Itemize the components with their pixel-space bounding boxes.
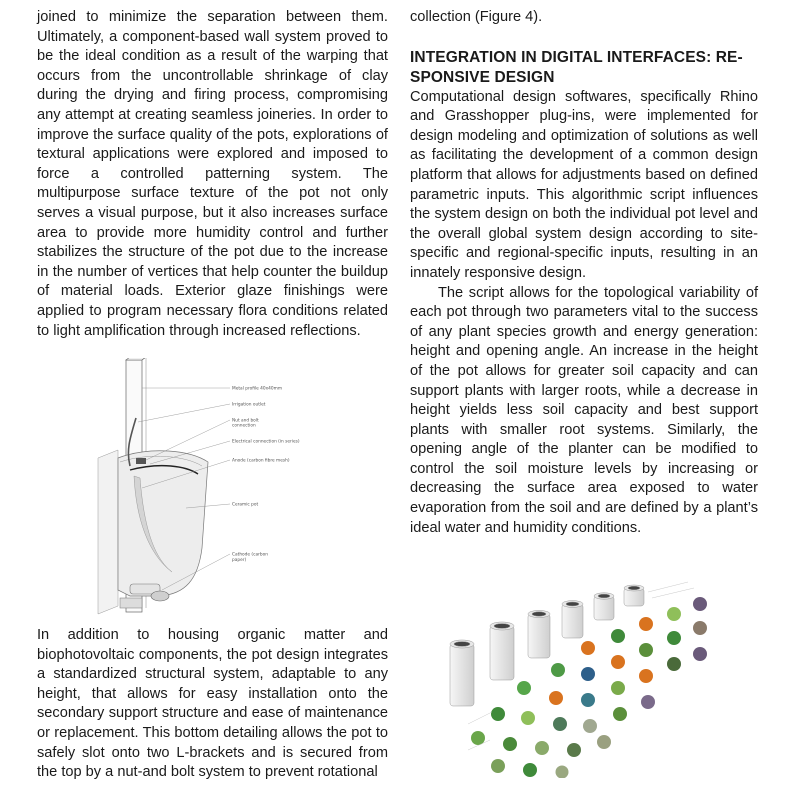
pot-assembly-detail-figure — [90, 358, 350, 616]
left-column-top — [37, 8, 388, 341]
label-cathode-2: paper) — [232, 558, 247, 563]
body-paragraph: In addition to housing organic matter and biophotovoltaic components, the pot design integrates a standardized structural system, adaptable to any height, that allows for easy installation onto the secondary support structure and ease of maintenance or replacement. This bottom detailing allows the pot to safely slot onto two L-brackets and is secured from the top by a nut-and bolt system to prevent rotational — [37, 627, 388, 781]
body-paragraph: Computational design softwares, specifically Rhino and Grasshopper plug-ins, were implemented for design modeling and optimization of solutions as well as facilitating the development of a common design platform that allows for adjustments based on defined parametric inputs. This algorithmic script influences the system design on both the individual pot level and the overall global system design according to site-specific and regional-specific inputs, resulting in an innately responsive design. — [410, 88, 758, 281]
section-heading: INTEGRATION IN DIGITAL INTERFACES: RE- SPONSIVE DESIGN — [410, 48, 743, 86]
pot-6 — [624, 585, 644, 606]
label-anode: Anode (carbon fibre mesh) — [232, 458, 290, 464]
label-ceramic-pot: Ceramic pot — [232, 502, 259, 508]
label-metal-profile: Metal profile 40x40mm — [232, 386, 283, 392]
label-electrical: Electrical connection (in series) — [232, 439, 300, 445]
left-column-bottom — [37, 626, 388, 783]
label-irrigation-outlet: Irrigation outlet — [232, 402, 266, 408]
body-paragraph: The script allows for the topological variability of each pot through two parameters vital to the success of any plant species growth and energy generation: height and opening angle. An increase in the height of the pot allows for greater soil capacity and can support plants with larger roots, while a decrease in height yields less soil capacity and best support plants with smaller root systems. Similarly, the opening angle of the planter can be modified to control the soil moisture levels by increasing or decreasing the surface area exposed to water evaporation from the soil and are defined by a plant’s ideal water and humidity conditions. — [410, 284, 758, 536]
pot-2 — [490, 622, 514, 680]
label-nut-bolt: Nut and bolt — [232, 418, 259, 424]
figure-reference: collection (Figure 4). — [410, 9, 543, 25]
pot-1 — [450, 640, 474, 706]
body-paragraph: joined to minimize the separation between them. Ultimately, a component-based wall system proved to be the ideal condition as a result of the warping that occurs from the uncontrollable shrinkage of clay during the drying and firing process, compromising any attempt at creating seamless joineries. In order to improve the surface quality of the pots, explorations of textural applications were explored and imposed to force a controlled patterning system. The multipurpose surface texture of the pot not only serves a visual purpose, but it also increases surface area to provide more humidity control and further stabilizes the structure of the pot due to the increase in the number of vertices that help counter the buildup of material loads. Exterior glaze finishings were applied to program necessary flora conditions related to light amplification through increased reflections. — [37, 9, 388, 339]
pot-variation-matrix-figure — [438, 578, 768, 778]
pot-5 — [594, 593, 614, 620]
pot-3 — [528, 610, 550, 658]
label-cathode: Cathode (carbon — [232, 552, 268, 558]
right-column — [410, 8, 758, 538]
label-nut-bolt-2: connection — [232, 423, 256, 429]
pot-4 — [562, 601, 583, 638]
